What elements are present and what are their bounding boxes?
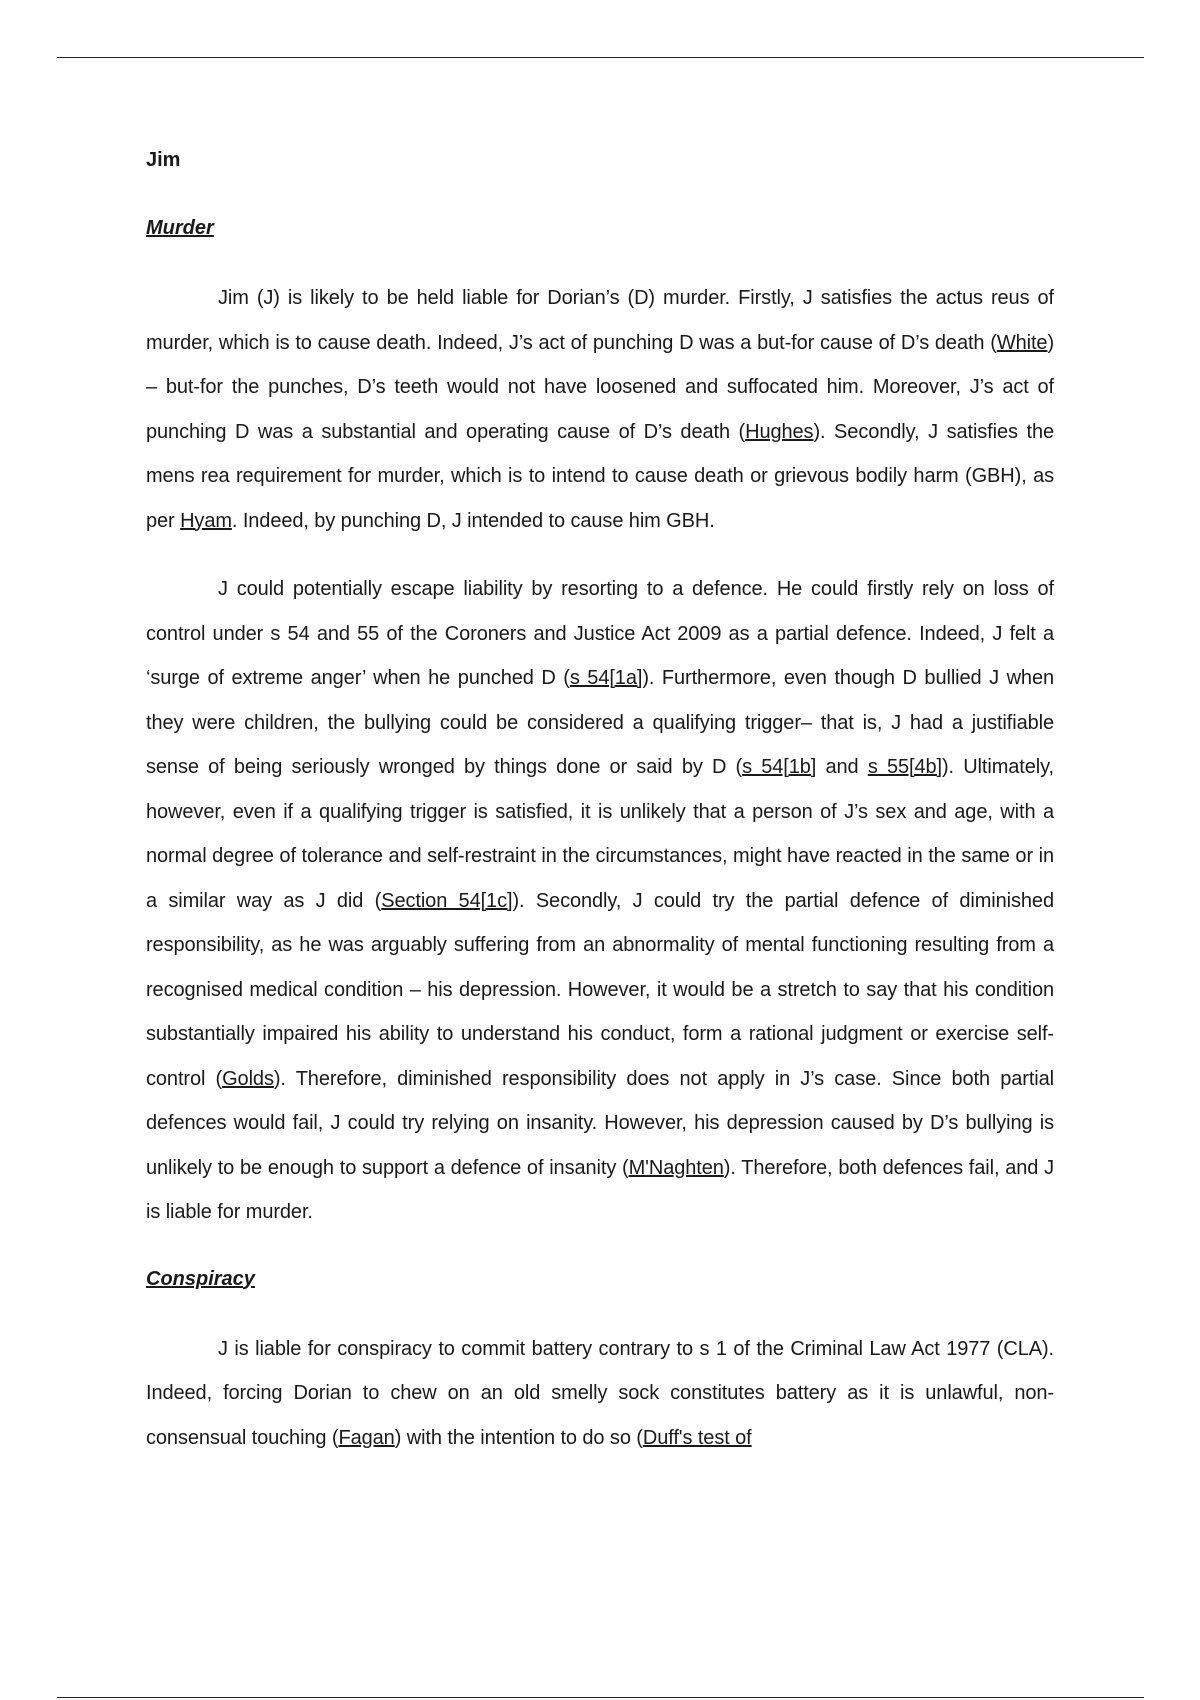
paragraph-murder-1 xyxy=(146,276,1054,543)
text-run: J could potentially escape liability by resorting to a defence. He could firstly rely on loss of control under s 54 and 55 of the Coroners and Justice Act 2009 as a partial defence. Indeed, J felt a ‘surge of extreme anger’ when he punched D ( xyxy=(146,578,1054,689)
case-citation: s 55[4b] xyxy=(867,756,942,778)
text-run: ). Ultimately, however, even if a qualifying trigger is satisfied, it is unlikely that a person of J’s sex and age, with a normal degree of tolerance and self-restraint in the circumstances, might have reacted in the same or in a similar way as J did ( xyxy=(146,756,1054,912)
case-citation: Hyam xyxy=(180,509,232,532)
paragraph-conspiracy-1 xyxy=(146,1327,1054,1461)
case-citation: M'Naghten xyxy=(628,1156,724,1179)
case-citation: Fagan xyxy=(338,1426,395,1449)
case-citation: Hughes xyxy=(745,420,814,443)
document-page xyxy=(146,140,1054,1460)
text-run: ). Therefore, both defences fail, and J is liable for murder. xyxy=(146,1156,1054,1223)
case-citation: s 54[1b] xyxy=(742,756,817,778)
text-run: ) – but-for the punches, D’s teeth would not have loosened and suffocated him. Moreover, J’s act of punching D was a substantial and operating cause of D’s death ( xyxy=(146,331,1054,443)
document-title: Jim xyxy=(146,149,181,171)
text-run: ). Secondly, J satisfies the mens rea requirement for murder, which is to intend to cause death or grievous bodily harm (GBH), as per xyxy=(146,420,1054,532)
footer-rule xyxy=(57,1697,1144,1698)
text-run: J is liable for conspiracy to commit battery contrary to s 1 of the Criminal Law Act 1977 (CLA). Indeed, forcing Dorian to chew on an old smelly sock constitutes battery as it is unlawful, non-consensual touching ( xyxy=(146,1337,1054,1449)
text-run: and xyxy=(816,756,868,778)
case-citation: Section 54[1c] xyxy=(381,889,513,912)
text-run: ). Therefore, diminished responsibility does not apply in J’s case. Since both partial defences would fail, J could try relying on insanity. However, his depression caused by D’s bullying is unlikely to be enough to support a defence of insanity ( xyxy=(146,1067,1054,1179)
text-run: ). Furthermore, even though D bullied J when they were children, the bullying could be considered a qualifying trigger– that is, J had a justifiable sense of being seriously wronged by things done or said by D ( xyxy=(146,667,1054,778)
section-heading-murder: Murder xyxy=(146,217,214,239)
paragraph-murder-2 xyxy=(146,567,1054,1235)
case-citation: s 54[1a] xyxy=(569,667,643,689)
case-citation: Golds xyxy=(222,1067,274,1090)
header-rule xyxy=(57,57,1144,58)
case-citation: Duff's test of xyxy=(642,1426,752,1449)
text-run: . Indeed, by punching D, J intended to cause him GBH. xyxy=(231,509,715,532)
text-run: ). Secondly, J could try the partial defence of diminished responsibility, as he was arguably suffering from an abnormality of mental functioning resulting from a recognised medical condition – his depression. However, it would be a stretch to say that his condition substantially impaired his ability to understand his conduct, form a rational judgment or exercise self-control ( xyxy=(146,889,1054,1090)
text-run: ) with the intention to do so ( xyxy=(394,1426,643,1449)
text-run: Jim (J) is likely to be held liable for Dorian’s (D) murder. Firstly, J satisfies the actus reus of murder, which is to cause death. Indeed, J’s act of punching D was a but-for cause of D’s death ( xyxy=(146,287,1054,354)
section-heading-conspiracy: Conspiracy xyxy=(146,1267,255,1290)
case-citation: White xyxy=(996,331,1048,354)
